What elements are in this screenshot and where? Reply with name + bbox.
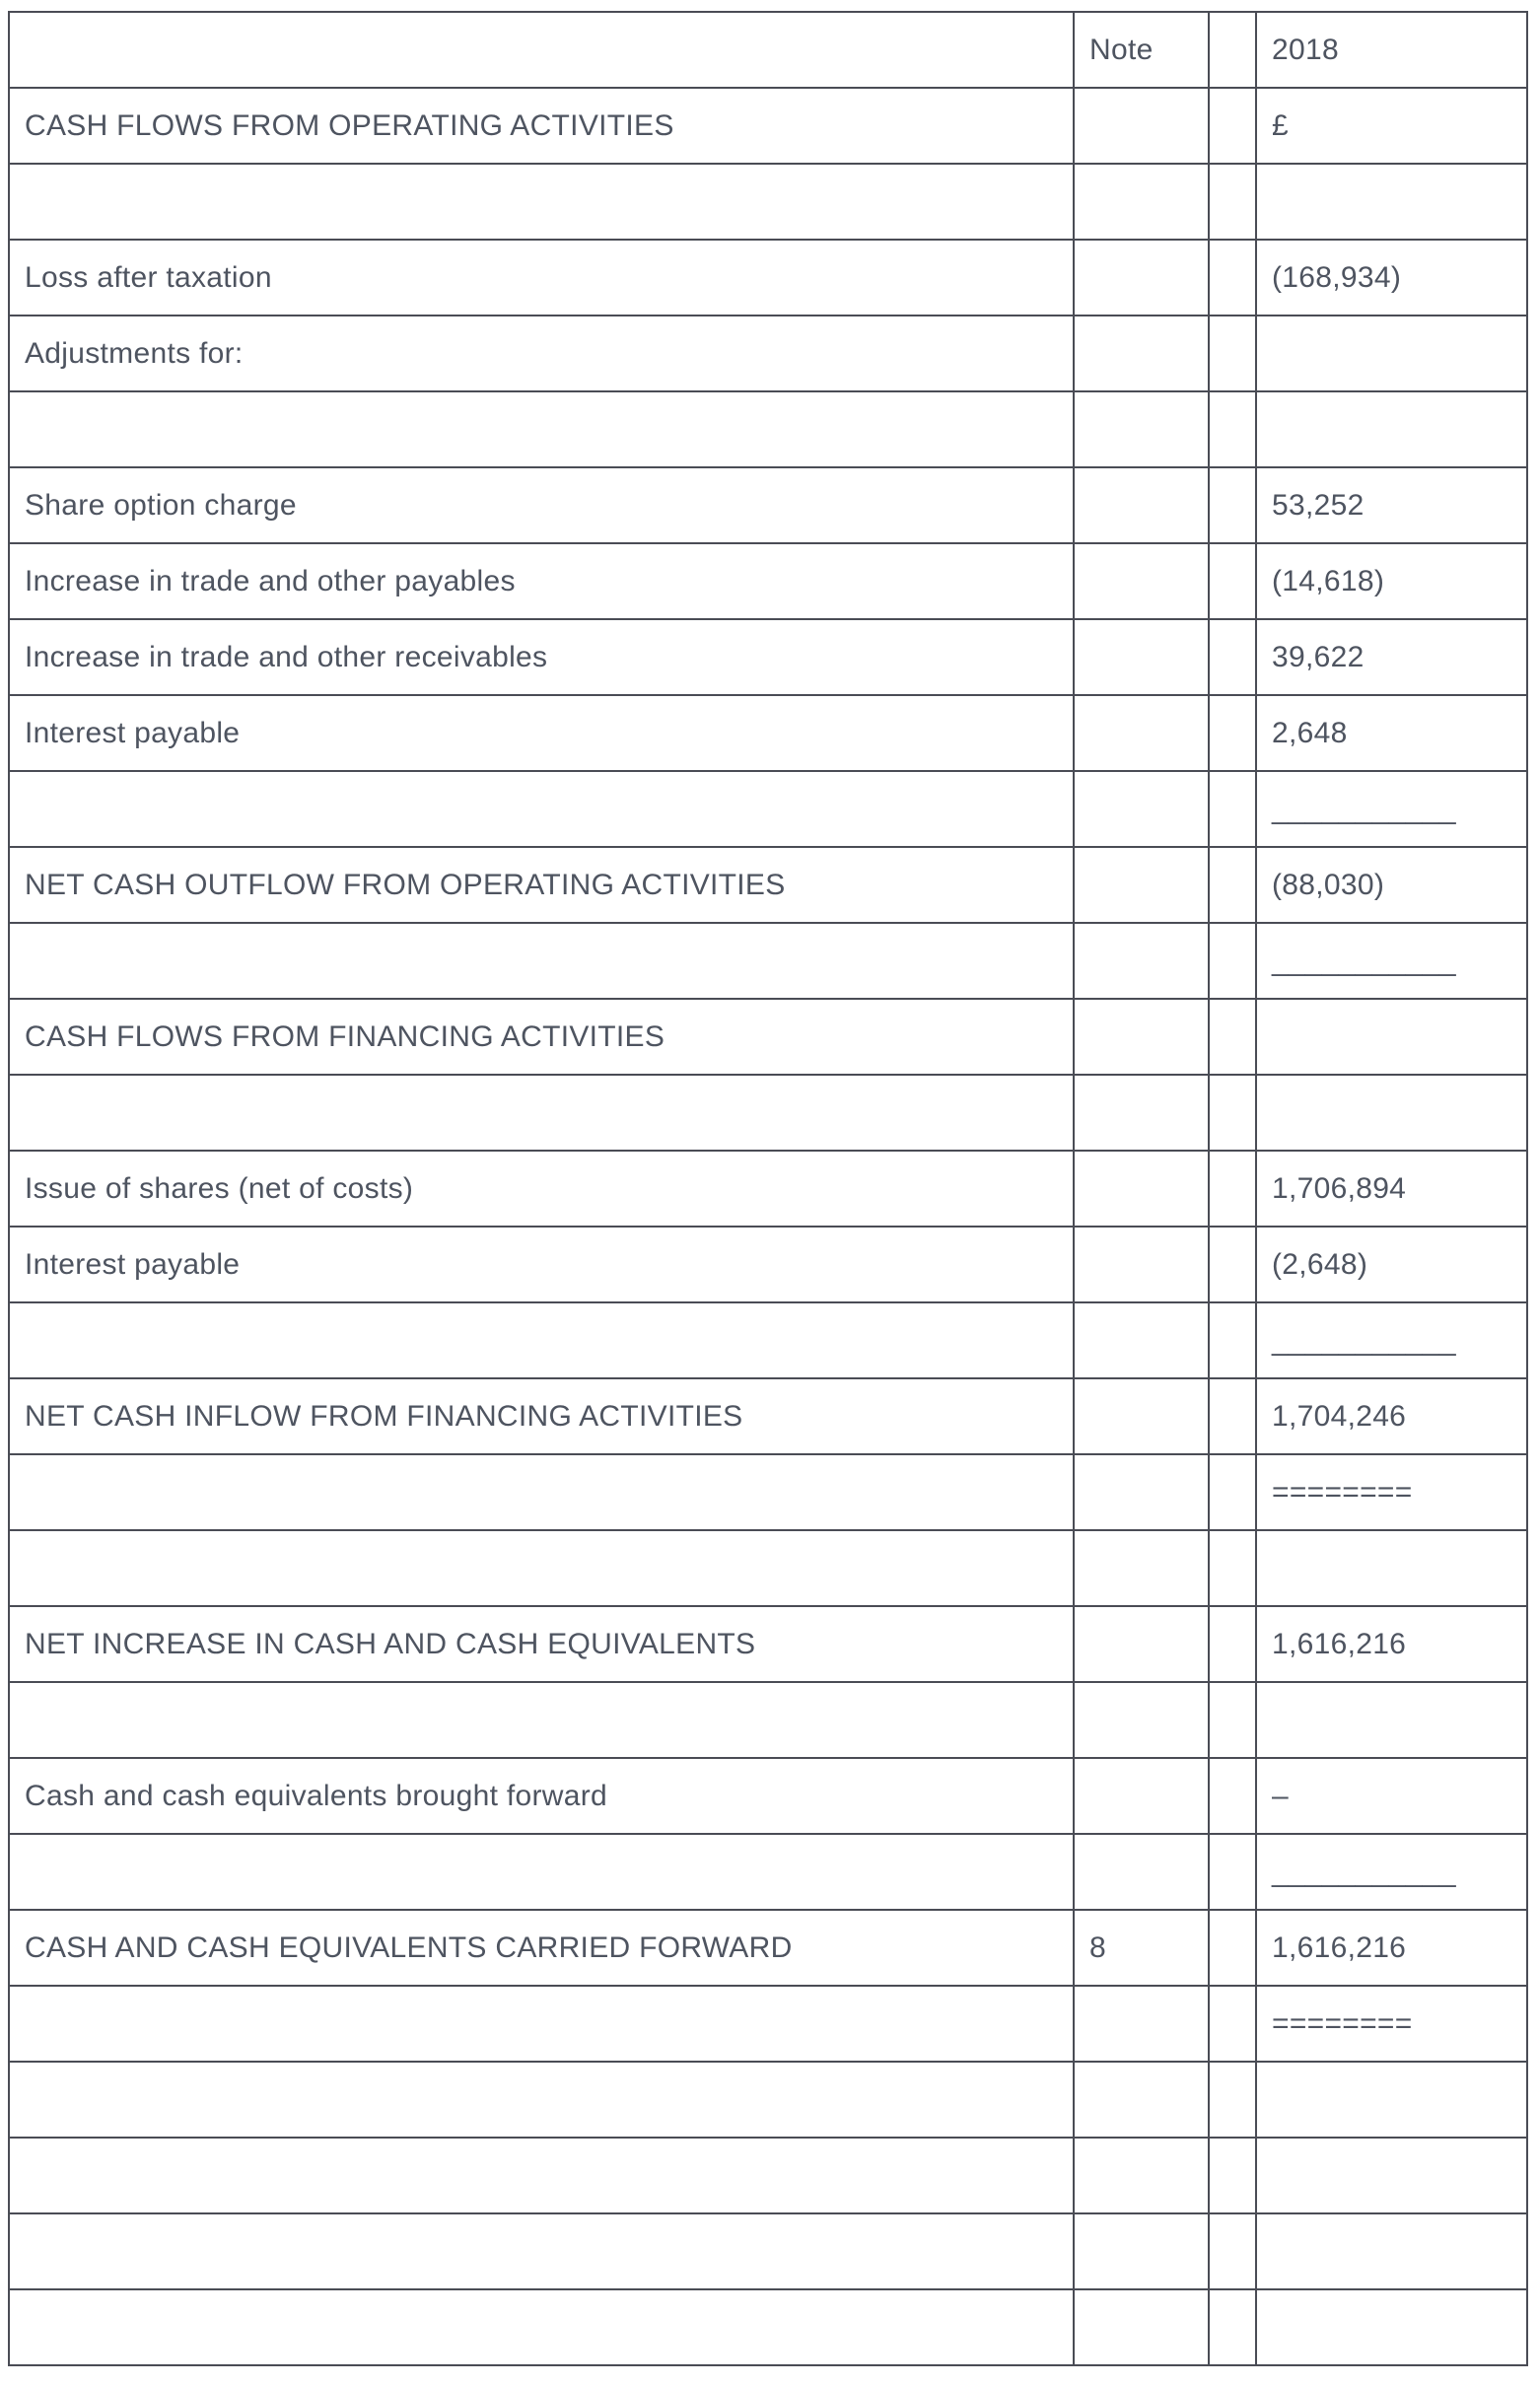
table-row bbox=[9, 1606, 1527, 1682]
table-body bbox=[9, 12, 1527, 2365]
table-row bbox=[9, 1986, 1527, 2062]
table-header-row bbox=[9, 12, 1527, 88]
value-cell bbox=[1256, 2213, 1527, 2289]
table-row bbox=[9, 543, 1527, 619]
note-cell bbox=[1074, 695, 1209, 771]
note-cell bbox=[1074, 847, 1209, 923]
table-row bbox=[9, 88, 1527, 164]
spacer-cell bbox=[1209, 2138, 1256, 2213]
row-label-cell bbox=[9, 2138, 1074, 2213]
row-label-cell: Increase in trade and other payables bbox=[9, 543, 1074, 619]
table-row bbox=[9, 847, 1527, 923]
spacer-cell bbox=[1209, 1227, 1256, 1302]
spacer-cell bbox=[1209, 771, 1256, 847]
spacer-cell bbox=[1209, 1302, 1256, 1378]
row-label-cell bbox=[9, 2062, 1074, 2138]
table-row bbox=[9, 240, 1527, 316]
table-row bbox=[9, 1378, 1527, 1454]
note-cell bbox=[1074, 2289, 1209, 2365]
row-label-cell bbox=[9, 1302, 1074, 1378]
row-label-cell bbox=[9, 391, 1074, 467]
spacer-cell bbox=[1209, 1530, 1256, 1606]
table-row bbox=[9, 619, 1527, 695]
note-cell bbox=[1074, 1758, 1209, 1834]
row-label-cell: NET CASH INFLOW FROM FINANCING ACTIVITIES bbox=[9, 1378, 1074, 1454]
spacer-cell bbox=[1209, 467, 1256, 543]
row-label-cell bbox=[9, 1530, 1074, 1606]
row-label-cell: Adjustments for: bbox=[9, 316, 1074, 391]
note-cell bbox=[1074, 1454, 1209, 1530]
value-cell bbox=[1256, 999, 1527, 1075]
spacer-cell bbox=[1209, 88, 1256, 164]
note-cell bbox=[1074, 240, 1209, 316]
row-label-cell bbox=[9, 2289, 1074, 2365]
value-cell: 1,616,216 bbox=[1256, 1910, 1527, 1986]
row-label-cell: Interest payable bbox=[9, 695, 1074, 771]
row-label-cell: Loss after taxation bbox=[9, 240, 1074, 316]
note-cell: 8 bbox=[1074, 1910, 1209, 1986]
table-row bbox=[9, 1227, 1527, 1302]
note-cell bbox=[1074, 391, 1209, 467]
row-label-cell: Cash and cash equivalents brought forward bbox=[9, 1758, 1074, 1834]
note-cell bbox=[1074, 1378, 1209, 1454]
table-row bbox=[9, 999, 1527, 1075]
note-cell bbox=[1074, 2062, 1209, 2138]
value-cell: 2,648 bbox=[1256, 695, 1527, 771]
spacer-cell bbox=[1209, 1151, 1256, 1227]
spacer-cell bbox=[1209, 1378, 1256, 1454]
spacer-cell bbox=[1209, 543, 1256, 619]
note-cell bbox=[1074, 999, 1209, 1075]
value-cell: – bbox=[1256, 1758, 1527, 1834]
note-cell bbox=[1074, 923, 1209, 999]
table-row bbox=[9, 1454, 1527, 1530]
spacer-cell bbox=[1209, 1606, 1256, 1682]
table-row bbox=[9, 391, 1527, 467]
table-row bbox=[9, 771, 1527, 847]
value-cell: £ bbox=[1256, 88, 1527, 164]
note-cell bbox=[1074, 1606, 1209, 1682]
cash-flow-statement-table bbox=[8, 11, 1528, 2366]
row-label-cell: Interest payable bbox=[9, 1227, 1074, 1302]
spacer-cell bbox=[1209, 999, 1256, 1075]
row-label-cell bbox=[9, 1986, 1074, 2062]
note-cell bbox=[1074, 1151, 1209, 1227]
note-cell bbox=[1074, 2213, 1209, 2289]
spacer-cell bbox=[1209, 1986, 1256, 2062]
note-cell: Note bbox=[1074, 12, 1209, 88]
table-row bbox=[9, 1151, 1527, 1227]
note-cell bbox=[1074, 2138, 1209, 2213]
spacer-cell bbox=[1209, 1682, 1256, 1758]
row-label-cell: CASH FLOWS FROM FINANCING ACTIVITIES bbox=[9, 999, 1074, 1075]
note-cell bbox=[1074, 1682, 1209, 1758]
value-cell: ======== bbox=[1256, 1986, 1527, 2062]
spacer-cell bbox=[1209, 12, 1256, 88]
note-cell bbox=[1074, 771, 1209, 847]
spacer-cell bbox=[1209, 2289, 1256, 2365]
value-cell: 53,252 bbox=[1256, 467, 1527, 543]
value-cell bbox=[1256, 1682, 1527, 1758]
spacer-cell bbox=[1209, 391, 1256, 467]
spacer-cell bbox=[1209, 847, 1256, 923]
spacer-cell bbox=[1209, 316, 1256, 391]
spacer-cell bbox=[1209, 2062, 1256, 2138]
value-cell: 2018 bbox=[1256, 12, 1527, 88]
row-label-cell: Share option charge bbox=[9, 467, 1074, 543]
note-cell bbox=[1074, 1227, 1209, 1302]
value-cell bbox=[1256, 2062, 1527, 2138]
value-cell: (14,618) bbox=[1256, 543, 1527, 619]
row-label-cell bbox=[9, 1454, 1074, 1530]
value-cell: 39,622 bbox=[1256, 619, 1527, 695]
row-label-cell bbox=[9, 1075, 1074, 1151]
spacer-cell bbox=[1209, 1910, 1256, 1986]
row-label-cell bbox=[9, 164, 1074, 240]
table-row bbox=[9, 164, 1527, 240]
row-label-cell: Issue of shares (net of costs) bbox=[9, 1151, 1074, 1227]
row-label-cell bbox=[9, 1682, 1074, 1758]
spacer-cell bbox=[1209, 1758, 1256, 1834]
table-row bbox=[9, 2138, 1527, 2213]
value-cell: 1,706,894 bbox=[1256, 1151, 1527, 1227]
value-cell: (2,648) bbox=[1256, 1227, 1527, 1302]
note-cell bbox=[1074, 1986, 1209, 2062]
note-cell bbox=[1074, 619, 1209, 695]
table-row bbox=[9, 467, 1527, 543]
value-cell bbox=[1256, 1530, 1527, 1606]
spacer-cell bbox=[1209, 240, 1256, 316]
spacer-cell bbox=[1209, 695, 1256, 771]
table-row bbox=[9, 923, 1527, 999]
value-cell bbox=[1256, 391, 1527, 467]
table-row bbox=[9, 2289, 1527, 2365]
row-label-cell: CASH FLOWS FROM OPERATING ACTIVITIES bbox=[9, 88, 1074, 164]
value-cell: 1,616,216 bbox=[1256, 1606, 1527, 1682]
table-row bbox=[9, 316, 1527, 391]
note-cell bbox=[1074, 88, 1209, 164]
note-cell bbox=[1074, 1530, 1209, 1606]
table-row bbox=[9, 1910, 1527, 1986]
value-cell: 1,704,246 bbox=[1256, 1378, 1527, 1454]
row-label-cell bbox=[9, 12, 1074, 88]
spacer-cell bbox=[1209, 1834, 1256, 1910]
spacer-cell bbox=[1209, 164, 1256, 240]
row-label-cell bbox=[9, 1834, 1074, 1910]
value-cell bbox=[1256, 2289, 1527, 2365]
value-cell: ======== bbox=[1256, 1454, 1527, 1530]
spacer-cell bbox=[1209, 1454, 1256, 1530]
table-row bbox=[9, 1075, 1527, 1151]
spacer-cell bbox=[1209, 923, 1256, 999]
note-cell bbox=[1074, 1075, 1209, 1151]
table-row bbox=[9, 1682, 1527, 1758]
value-cell: (168,934) bbox=[1256, 240, 1527, 316]
spacer-cell bbox=[1209, 2213, 1256, 2289]
row-label-cell: Increase in trade and other receivables bbox=[9, 619, 1074, 695]
table-row bbox=[9, 695, 1527, 771]
value-cell: ___________ bbox=[1256, 771, 1527, 847]
spacer-cell bbox=[1209, 619, 1256, 695]
row-label-cell: NET INCREASE IN CASH AND CASH EQUIVALENTS bbox=[9, 1606, 1074, 1682]
row-label-cell bbox=[9, 923, 1074, 999]
note-cell bbox=[1074, 543, 1209, 619]
value-cell: ___________ bbox=[1256, 923, 1527, 999]
table-row bbox=[9, 1302, 1527, 1378]
row-label-cell bbox=[9, 2213, 1074, 2289]
row-label-cell: CASH AND CASH EQUIVALENTS CARRIED FORWARD bbox=[9, 1910, 1074, 1986]
note-cell bbox=[1074, 164, 1209, 240]
note-cell bbox=[1074, 316, 1209, 391]
spacer-cell bbox=[1209, 1075, 1256, 1151]
table-row bbox=[9, 1530, 1527, 1606]
row-label-cell bbox=[9, 771, 1074, 847]
value-cell bbox=[1256, 1075, 1527, 1151]
table-row bbox=[9, 2062, 1527, 2138]
table-row bbox=[9, 1834, 1527, 1910]
value-cell bbox=[1256, 164, 1527, 240]
value-cell: (88,030) bbox=[1256, 847, 1527, 923]
value-cell bbox=[1256, 2138, 1527, 2213]
row-label-cell: NET CASH OUTFLOW FROM OPERATING ACTIVITIES bbox=[9, 847, 1074, 923]
note-cell bbox=[1074, 1302, 1209, 1378]
value-cell: ___________ bbox=[1256, 1302, 1527, 1378]
table-row bbox=[9, 1758, 1527, 1834]
table-row bbox=[9, 2213, 1527, 2289]
value-cell bbox=[1256, 316, 1527, 391]
value-cell: ___________ bbox=[1256, 1834, 1527, 1910]
note-cell bbox=[1074, 467, 1209, 543]
note-cell bbox=[1074, 1834, 1209, 1910]
